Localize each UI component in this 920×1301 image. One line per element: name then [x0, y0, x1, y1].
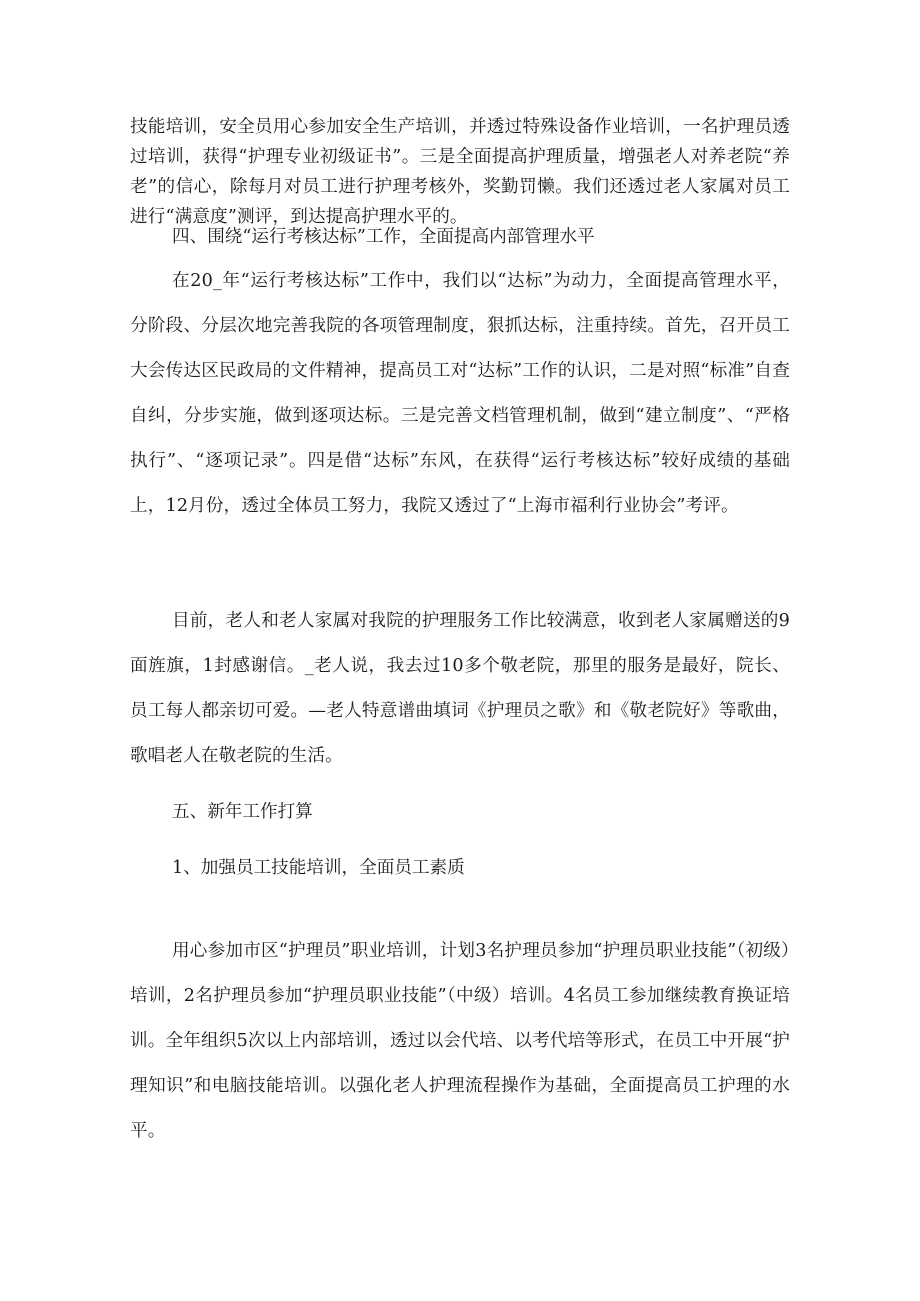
paragraph-satisfaction: 目前，老人和老人家属对我院的护理服务工作比较满意，收到老人家属赠送的9面旌旗，1封感谢信。_老人说，我去过10多个敬老院，那里的服务是最好，院长、员工每人都亲切可爱。—老人特意谱曲填词《护理员之歌》和《敬老院好》等歌曲，歌唱老人在敬老院的生活。 [130, 611, 790, 766]
section-heading-four: 四、围绕“运行考核达标”工作，全面提高内部管理水平 [172, 227, 595, 247]
paragraph-assessment-standard: 在20_年“运行考核达标”工作中，我们以“达标”为动力，全面提高管理水平，分阶段、分层次地完善我院的各项管理制度，狠抓达标，注重持续。首先，召开员工大会传达区民政局的文件精神，提高员工对“达标”工作的认识，二是对照“标准”自查自纠，分步实施，做到逐项达标。三是完善文档管理机制，做到“建立制度”、“严格执行”、“逐项记录”。四是借“达标”东风，在获得“运行考核达标”较好成绩的基础上，12月份，透过全体员工努力，我院又透过了“上海市福利行业协会”考评。 [130, 271, 790, 516]
subheading-staff-training: 1、加强员工技能培训，全面员工素质 [172, 858, 465, 878]
section-heading-five: 五、新年工作打算 [172, 802, 313, 822]
paragraph-training-plan: 用心参加市区“护理员”职业培训，计划3名护理员参加“护理员职业技能”（初级）培训，2名护理员参加“护理员职业技能”（中级）培训。4名员工参加继续教育换证培训。全年组织5次以上内部培训，透过以会代培、以考代培等形式，在员工中开展“护理知识”和电脑技能培训。以强化老人护理流程操作为基础，全面提高员工护理的水平。 [130, 941, 790, 1141]
paragraph-training-continuation: 技能培训，安全员用心参加安全生产培训，并透过特殊设备作业培训，一名护理员透过培训，获得“护理专业初级证书”。三是全面提高护理质量，增强老人对养老院“养老”的信心，除每月对员工进行护理考核外，奖勤罚懒。我们还透过老人家属对员工进行“满意度”测评，到达提高护理水平的。 [130, 117, 790, 227]
